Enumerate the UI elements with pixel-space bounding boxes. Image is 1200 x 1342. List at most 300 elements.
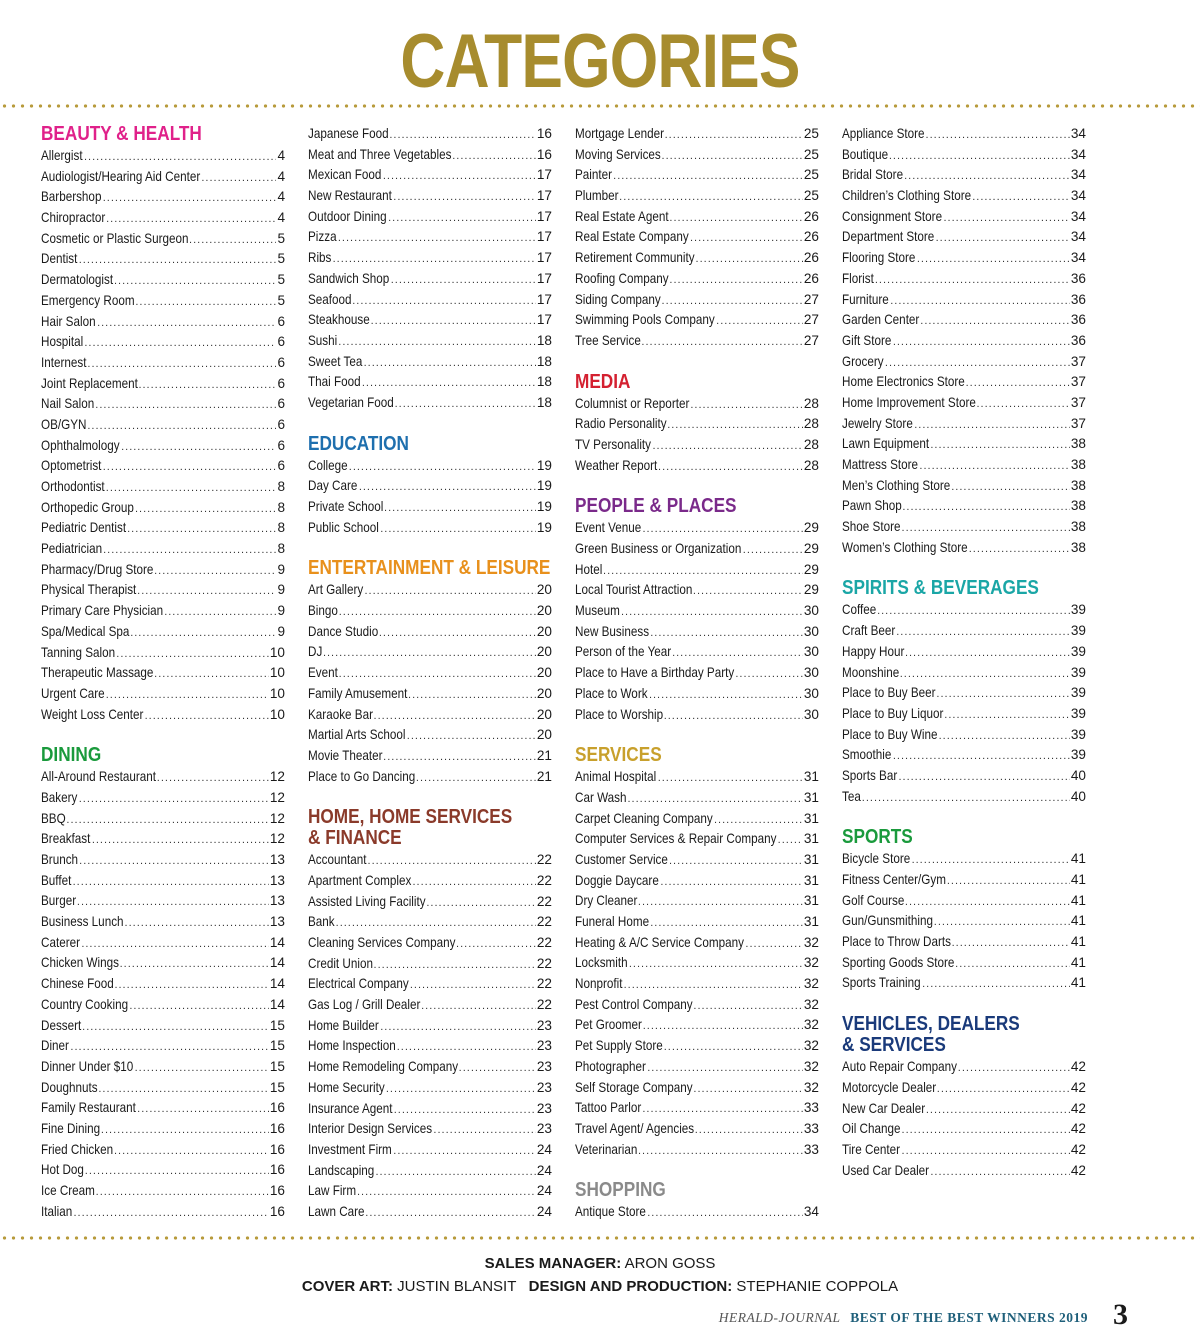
category-entry bbox=[575, 207, 819, 228]
entry-page-number: 8 bbox=[277, 479, 285, 494]
entry-name: Emergency Room bbox=[41, 292, 135, 308]
entry-name: Gun/Gunsmithing bbox=[842, 913, 933, 929]
entry-name: Real Estate Agent bbox=[575, 208, 669, 224]
category-entry bbox=[842, 1119, 1086, 1140]
category-entry bbox=[308, 912, 552, 933]
dot-leader bbox=[969, 539, 1070, 560]
entry-page-number: 12 bbox=[269, 831, 285, 847]
dot-leader bbox=[339, 602, 536, 623]
entry-page-number: 18 bbox=[536, 394, 552, 410]
dot-leader bbox=[81, 934, 269, 955]
dot-leader bbox=[641, 332, 802, 353]
entry-name: Pediatric Dentist bbox=[41, 520, 127, 536]
category-entry bbox=[842, 1057, 1086, 1078]
entry-name: Movie Theater bbox=[308, 747, 383, 763]
dot-leader bbox=[952, 933, 1070, 954]
entry-name: Urgent Care bbox=[41, 685, 105, 701]
category-heading: MEDIA bbox=[575, 370, 631, 393]
entry-page-number: 15 bbox=[269, 1058, 285, 1074]
entry-page-number: 22 bbox=[536, 893, 552, 909]
entry-name: Ophthalmology bbox=[41, 437, 120, 453]
dot-leader bbox=[936, 228, 1070, 249]
category-entry bbox=[308, 1181, 552, 1202]
dot-leader bbox=[393, 1141, 536, 1162]
entry-page-number: 18 bbox=[536, 353, 552, 369]
entry-name: Ribs bbox=[308, 250, 332, 266]
category-entry bbox=[41, 312, 285, 333]
entry-name: Self Storage Company bbox=[575, 1079, 693, 1095]
dot-leader bbox=[629, 954, 803, 975]
dot-leader bbox=[189, 230, 276, 251]
entry-page-number: 33 bbox=[803, 1100, 819, 1116]
dot-leader bbox=[145, 706, 269, 727]
dot-leader bbox=[323, 643, 536, 664]
entry-page-number: 13 bbox=[269, 852, 285, 867]
entry-page-number: 39 bbox=[1070, 705, 1086, 721]
category-entry bbox=[41, 705, 285, 726]
entry-name: Painter bbox=[575, 167, 613, 183]
entry-name: Nail Salon bbox=[41, 396, 95, 412]
entry-page-number: 39 bbox=[1070, 685, 1086, 701]
entry-name: Pet Supply Store bbox=[575, 1038, 663, 1054]
category-section bbox=[575, 496, 819, 725]
category-entry bbox=[41, 208, 285, 229]
dot-leader bbox=[613, 166, 803, 187]
entry-page-number: 39 bbox=[1070, 623, 1086, 639]
category-entry bbox=[842, 642, 1086, 663]
dot-leader bbox=[421, 996, 536, 1017]
dot-leader bbox=[349, 457, 536, 478]
category-entry bbox=[308, 933, 552, 954]
entry-name: Mortgage Lender bbox=[575, 126, 665, 141]
dot-leader bbox=[95, 395, 276, 416]
entry-name: Place to Buy Beer bbox=[842, 685, 936, 701]
dot-leader bbox=[125, 913, 269, 934]
dot-leader bbox=[893, 332, 1070, 353]
dot-leader bbox=[652, 436, 802, 457]
entry-page-number: 28 bbox=[803, 416, 819, 432]
category-list bbox=[842, 124, 1086, 558]
dot-leader bbox=[114, 271, 276, 292]
category-entry bbox=[308, 207, 552, 228]
category-entry bbox=[308, 145, 552, 166]
entry-page-number: 6 bbox=[277, 375, 285, 391]
category-entry bbox=[575, 601, 819, 622]
entry-name: Auto Repair Company bbox=[842, 1059, 958, 1075]
entry-name: Moonshine bbox=[842, 664, 900, 680]
entry-name: Orthodontist bbox=[41, 479, 105, 494]
entry-page-number: 41 bbox=[1070, 851, 1086, 867]
category-column bbox=[575, 124, 819, 1223]
entry-page-number: 18 bbox=[536, 374, 552, 390]
category-entry bbox=[308, 1078, 552, 1099]
dot-leader bbox=[84, 147, 276, 168]
category-entry bbox=[842, 932, 1086, 953]
category-entry bbox=[575, 891, 819, 912]
entry-name: Furniture bbox=[842, 291, 889, 307]
category-entry bbox=[842, 331, 1086, 352]
entry-page-number: 8 bbox=[277, 520, 285, 536]
category-entry bbox=[575, 269, 819, 290]
dot-leader bbox=[603, 561, 803, 582]
dot-leader bbox=[917, 249, 1070, 270]
category-entry bbox=[575, 974, 819, 995]
category-list bbox=[308, 456, 552, 539]
entry-page-number: 30 bbox=[803, 623, 819, 639]
entry-page-number: 34 bbox=[1070, 167, 1086, 183]
dot-leader bbox=[391, 270, 536, 291]
entry-page-number: 16 bbox=[269, 1203, 285, 1219]
category-entry bbox=[575, 1015, 819, 1036]
category-entry bbox=[308, 974, 552, 995]
dot-leader bbox=[619, 187, 803, 208]
dot-leader bbox=[333, 249, 536, 270]
dot-leader bbox=[638, 892, 803, 913]
dot-leader bbox=[103, 457, 277, 478]
dot-leader bbox=[383, 166, 536, 187]
dot-leader bbox=[922, 974, 1070, 995]
category-entry bbox=[575, 642, 819, 663]
entry-name: Person of the Year bbox=[575, 644, 672, 660]
entry-name: Private School bbox=[308, 499, 384, 514]
dot-leader bbox=[937, 1079, 1070, 1100]
entry-name: Funeral Home bbox=[575, 914, 650, 929]
entry-page-number: 32 bbox=[803, 996, 819, 1012]
entry-page-number: 10 bbox=[269, 685, 285, 701]
dot-leader bbox=[958, 1058, 1070, 1079]
entry-name: BBQ bbox=[41, 810, 66, 826]
dot-leader bbox=[896, 622, 1070, 643]
entry-name: Credit Union bbox=[308, 955, 373, 971]
category-entry bbox=[575, 622, 819, 643]
entry-page-number: 16 bbox=[269, 1100, 285, 1116]
entry-page-number: 15 bbox=[269, 1017, 285, 1033]
category-entry bbox=[41, 974, 285, 995]
category-entry bbox=[842, 683, 1086, 704]
category-entry bbox=[41, 953, 285, 974]
entry-name: Therapeutic Massage bbox=[41, 665, 154, 681]
entry-page-number: 32 bbox=[803, 1038, 819, 1054]
entry-name: Columnist or Reporter bbox=[575, 395, 690, 411]
top-dotted-rule bbox=[0, 104, 1200, 108]
category-entry bbox=[842, 725, 1086, 746]
entry-name: Tanning Salon bbox=[41, 644, 116, 660]
entry-page-number: 20 bbox=[536, 582, 552, 598]
entry-name: Physical Therapist bbox=[41, 582, 137, 598]
entry-page-number: 39 bbox=[1070, 602, 1086, 618]
dot-leader bbox=[73, 872, 269, 893]
category-entry bbox=[842, 207, 1086, 228]
entry-name: Museum bbox=[575, 603, 620, 619]
entry-page-number: 24 bbox=[536, 1162, 552, 1178]
category-entry bbox=[842, 870, 1086, 891]
entry-name: Bakery bbox=[41, 789, 78, 805]
entry-name: Locksmith bbox=[575, 955, 628, 971]
dot-leader bbox=[693, 996, 802, 1017]
dot-leader bbox=[669, 208, 802, 229]
dot-leader bbox=[374, 706, 536, 727]
entry-page-number: 31 bbox=[803, 831, 819, 847]
dot-leader bbox=[87, 416, 276, 437]
category-list bbox=[842, 849, 1086, 994]
dot-leader bbox=[66, 810, 268, 831]
design-label: DESIGN AND PRODUCTION: bbox=[528, 1278, 733, 1295]
entry-name: Spa/Medical Spa bbox=[41, 623, 130, 639]
category-entry bbox=[41, 456, 285, 477]
category-heading: BEAUTY & HEALTH bbox=[41, 123, 202, 145]
entry-name: Brunch bbox=[41, 852, 79, 867]
entry-name: Sandwich Shop bbox=[308, 270, 390, 286]
entry-name: Primary Care Physician bbox=[41, 603, 164, 619]
dot-leader bbox=[116, 644, 269, 665]
entry-page-number: 41 bbox=[1070, 892, 1086, 908]
entry-name: Gas Log / Grill Dealer bbox=[308, 997, 421, 1013]
dot-leader bbox=[106, 209, 276, 230]
category-heading: EDUCATION bbox=[308, 432, 409, 455]
entry-page-number: 24 bbox=[536, 1203, 552, 1219]
dot-leader bbox=[357, 1182, 536, 1203]
category-list bbox=[842, 600, 1086, 807]
dot-leader bbox=[364, 581, 535, 602]
dot-leader bbox=[339, 664, 536, 685]
entry-page-number: 31 bbox=[803, 893, 819, 909]
category-entry bbox=[575, 145, 819, 166]
entry-name: Consignment Store bbox=[842, 208, 943, 224]
entry-page-number: 21 bbox=[536, 747, 552, 763]
category-list bbox=[41, 146, 285, 725]
dot-leader bbox=[664, 1037, 803, 1058]
category-entry bbox=[41, 912, 285, 933]
dot-leader bbox=[649, 685, 803, 706]
entry-page-number: 4 bbox=[277, 148, 285, 163]
entry-name: Jewelry Store bbox=[842, 415, 913, 431]
entry-name: Pawn Shop bbox=[842, 498, 902, 514]
entry-page-number: 28 bbox=[803, 457, 819, 473]
entry-page-number: 36 bbox=[1070, 332, 1086, 348]
dot-leader bbox=[944, 705, 1070, 726]
entry-page-number: 25 bbox=[803, 146, 819, 162]
dot-leader bbox=[669, 270, 802, 291]
entry-page-number: 37 bbox=[1070, 353, 1086, 369]
entry-name: Weather Report bbox=[575, 457, 658, 473]
entry-page-number: 30 bbox=[803, 685, 819, 701]
dot-leader bbox=[930, 1162, 1070, 1183]
category-entry bbox=[842, 414, 1086, 435]
category-entry bbox=[842, 352, 1086, 373]
entry-page-number: 22 bbox=[536, 852, 552, 868]
entry-name: DJ bbox=[308, 644, 323, 660]
dot-leader bbox=[951, 477, 1070, 498]
entry-page-number: 16 bbox=[269, 1183, 285, 1198]
dot-leader bbox=[743, 540, 803, 561]
dot-leader bbox=[977, 394, 1070, 415]
entry-name: Craft Beer bbox=[842, 623, 896, 639]
entry-name: Grocery bbox=[842, 353, 884, 369]
dot-leader bbox=[383, 747, 536, 768]
category-section bbox=[842, 124, 1086, 558]
entry-name: Animal Hospital bbox=[575, 769, 657, 785]
category-entry bbox=[842, 269, 1086, 290]
credit-sales bbox=[0, 1255, 1200, 1272]
entry-page-number: 6 bbox=[277, 437, 285, 453]
category-entry bbox=[308, 1099, 552, 1120]
category-entry bbox=[41, 374, 285, 395]
entry-page-number: 26 bbox=[803, 270, 819, 286]
category-section bbox=[41, 745, 285, 1222]
entry-name: Hair Salon bbox=[41, 313, 96, 329]
dot-leader bbox=[650, 623, 803, 644]
entry-name: Place to Have a Birthday Party bbox=[575, 665, 735, 681]
category-entry bbox=[41, 1098, 285, 1119]
category-entry bbox=[41, 663, 285, 684]
dot-leader bbox=[862, 788, 1070, 809]
dot-leader bbox=[919, 456, 1069, 477]
entry-name: Family Restaurant bbox=[41, 1100, 136, 1116]
dot-leader bbox=[407, 726, 536, 747]
category-list bbox=[575, 767, 819, 1160]
category-entry bbox=[308, 705, 552, 726]
entry-page-number: 42 bbox=[1070, 1141, 1086, 1157]
category-entry bbox=[41, 871, 285, 892]
dot-leader bbox=[902, 518, 1070, 539]
category-entry bbox=[308, 995, 552, 1016]
category-heading: SPIRITS & BEVERAGES bbox=[842, 577, 1039, 600]
category-entry bbox=[308, 684, 552, 705]
dot-leader bbox=[386, 1079, 536, 1100]
dot-leader bbox=[955, 954, 1070, 975]
entry-page-number: 20 bbox=[536, 727, 552, 743]
category-entry bbox=[842, 372, 1086, 393]
entry-page-number: 5 bbox=[277, 272, 285, 288]
entry-page-number: 38 bbox=[1070, 457, 1086, 472]
category-entry bbox=[41, 1119, 285, 1140]
dot-leader bbox=[889, 146, 1070, 167]
category-entry bbox=[842, 476, 1086, 497]
entry-name: Art Gallery bbox=[308, 582, 364, 598]
entry-page-number: 34 bbox=[1070, 146, 1086, 162]
category-entry bbox=[41, 684, 285, 705]
entry-name: Antique Store bbox=[575, 1204, 646, 1220]
dot-leader bbox=[388, 208, 536, 229]
category-entry bbox=[41, 850, 285, 871]
dot-leader bbox=[735, 664, 803, 685]
category-entry bbox=[575, 912, 819, 933]
dot-leader bbox=[410, 975, 536, 996]
dot-leader bbox=[374, 955, 536, 976]
category-entry bbox=[842, 248, 1086, 269]
entry-name: Family Amusement bbox=[308, 685, 408, 701]
dot-leader bbox=[459, 1058, 536, 1079]
entry-page-number: 8 bbox=[277, 499, 285, 515]
dot-leader bbox=[658, 457, 803, 478]
category-entry bbox=[575, 705, 819, 726]
entry-name: Home Builder bbox=[308, 1017, 379, 1033]
entry-name: Dentist bbox=[41, 251, 78, 267]
entry-page-number: 31 bbox=[803, 872, 819, 888]
entry-page-number: 41 bbox=[1070, 954, 1086, 970]
category-entry bbox=[842, 600, 1086, 621]
entry-name: Garden Center bbox=[842, 312, 920, 328]
entry-name: Martial Arts School bbox=[308, 727, 406, 743]
category-entry bbox=[308, 331, 552, 352]
entry-page-number: 42 bbox=[1070, 1121, 1086, 1137]
dot-leader bbox=[695, 1120, 803, 1141]
dot-leader bbox=[664, 706, 803, 727]
category-entry bbox=[575, 435, 819, 456]
entry-page-number: 38 bbox=[1070, 498, 1086, 514]
entry-page-number: 24 bbox=[536, 1183, 552, 1199]
category-entry bbox=[41, 809, 285, 830]
entry-name: Smoothie bbox=[842, 747, 892, 763]
entry-name: Lawn Care bbox=[308, 1203, 365, 1219]
entry-name: New Car Dealer bbox=[842, 1100, 926, 1116]
entry-name: Diner bbox=[41, 1038, 69, 1054]
sales-name: ARON GOSS bbox=[624, 1255, 716, 1272]
dot-leader bbox=[106, 478, 277, 499]
entry-name: Burger bbox=[41, 893, 77, 909]
category-entry bbox=[308, 1140, 552, 1161]
entry-page-number: 19 bbox=[536, 499, 552, 514]
entry-name: Place to Buy Wine bbox=[842, 726, 938, 742]
entry-name: Chicken Wings bbox=[41, 955, 119, 971]
entry-page-number: 13 bbox=[269, 872, 285, 888]
dot-leader bbox=[379, 623, 536, 644]
dot-leader bbox=[114, 1141, 269, 1162]
category-entry bbox=[41, 415, 285, 436]
entry-page-number: 22 bbox=[536, 872, 552, 888]
category-entry bbox=[842, 165, 1086, 186]
entry-page-number: 13 bbox=[269, 893, 285, 909]
sales-label: SALES MANAGER: bbox=[484, 1255, 622, 1272]
category-entry bbox=[842, 227, 1086, 248]
category-entry bbox=[308, 1119, 552, 1140]
category-entry bbox=[41, 1057, 285, 1078]
entry-page-number: 17 bbox=[536, 167, 552, 183]
credit-production bbox=[0, 1278, 1200, 1295]
category-entry bbox=[575, 1057, 819, 1078]
entry-page-number: 13 bbox=[269, 914, 285, 930]
entry-name: Place to Worship bbox=[575, 706, 664, 722]
dot-leader bbox=[966, 373, 1070, 394]
entry-name: Joint Replacement bbox=[41, 375, 138, 391]
entry-name: Green Business or Organization bbox=[575, 541, 742, 556]
dot-leader bbox=[103, 188, 277, 209]
dot-leader bbox=[885, 353, 1070, 374]
entry-page-number: 41 bbox=[1070, 975, 1086, 991]
dot-leader bbox=[939, 726, 1070, 747]
dot-leader bbox=[73, 1203, 268, 1224]
entry-page-number: 26 bbox=[803, 250, 819, 266]
dot-leader bbox=[926, 125, 1070, 146]
bottom-dotted-rule bbox=[0, 1236, 1200, 1240]
dot-leader bbox=[395, 394, 536, 415]
entry-page-number: 27 bbox=[803, 312, 819, 328]
entry-name: New Business bbox=[575, 623, 650, 639]
entry-page-number: 41 bbox=[1070, 934, 1086, 950]
entry-name: Home Improvement Store bbox=[842, 394, 976, 410]
category-entry bbox=[41, 249, 285, 270]
page-title: CATEGORIES bbox=[400, 19, 800, 104]
entry-name: Plumber bbox=[575, 188, 619, 204]
category-entry bbox=[308, 725, 552, 746]
entry-page-number: 16 bbox=[536, 126, 552, 141]
entry-page-number: 32 bbox=[803, 934, 819, 950]
category-column bbox=[308, 124, 552, 1223]
dot-leader bbox=[898, 767, 1069, 788]
entry-name: Weight Loss Center bbox=[41, 706, 144, 722]
entry-name: Outdoor Dining bbox=[308, 208, 387, 224]
entry-page-number: 36 bbox=[1070, 312, 1086, 328]
